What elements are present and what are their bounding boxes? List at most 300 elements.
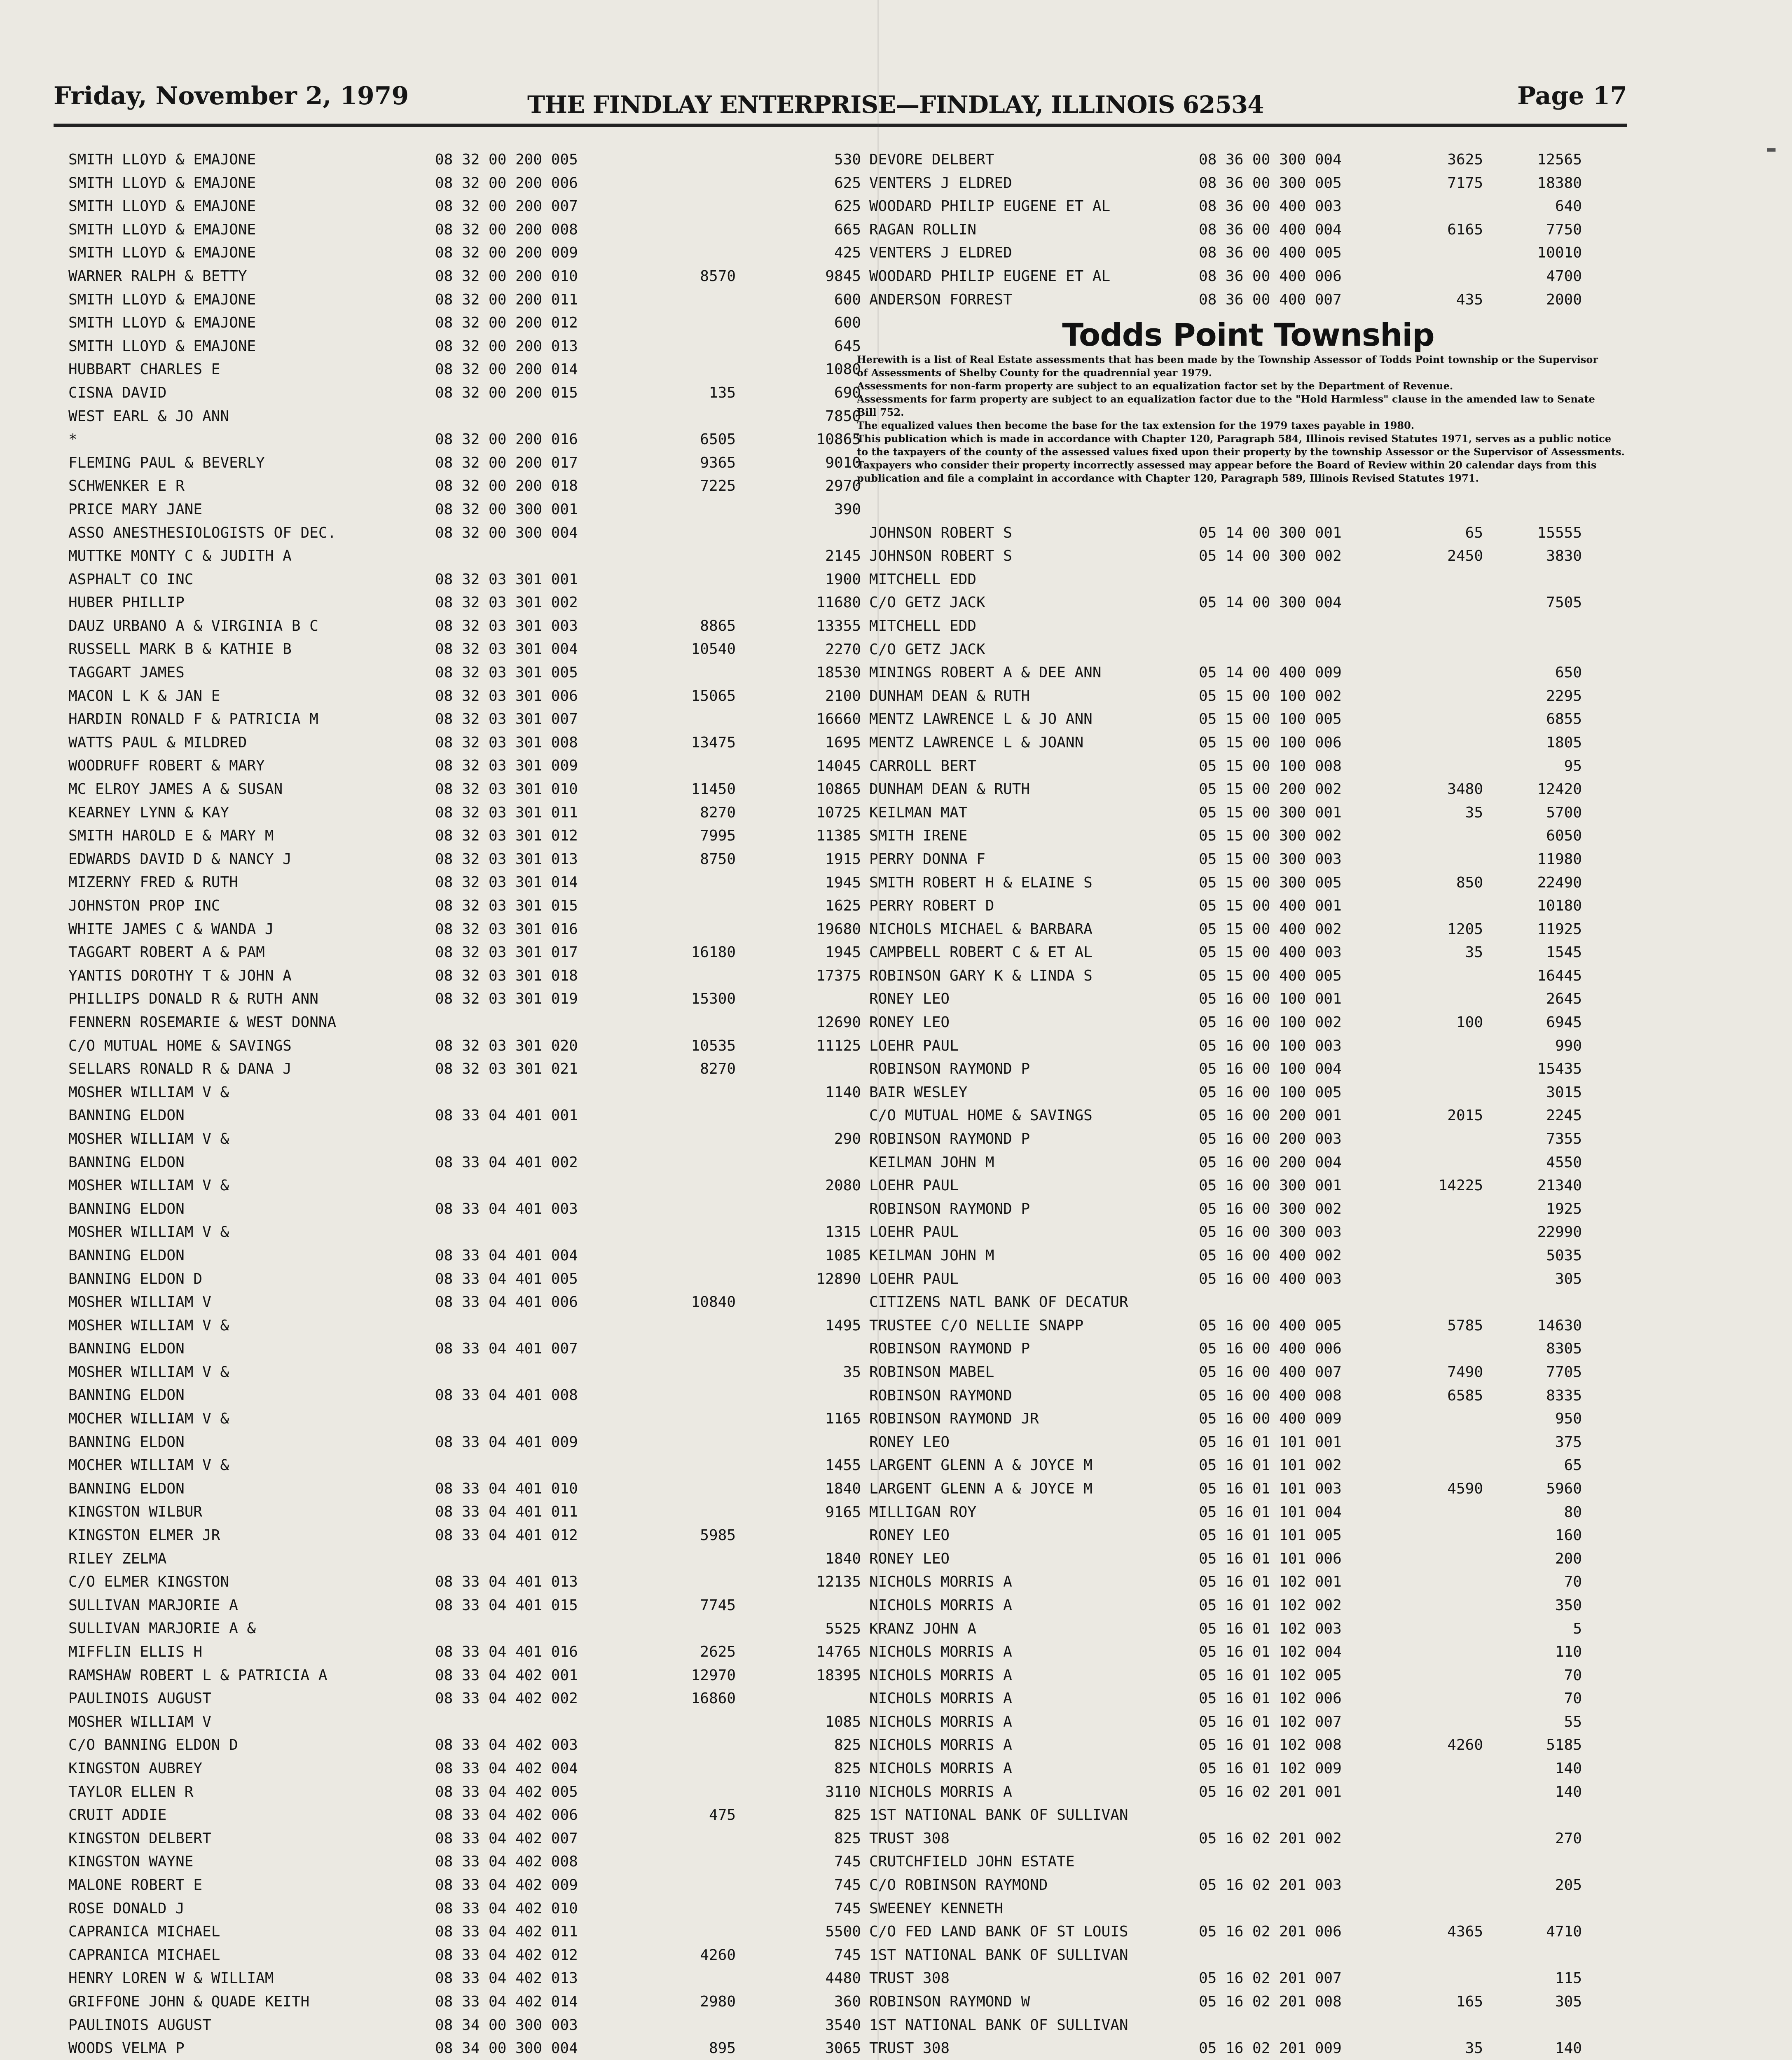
assessment-row [774,1641,1644,1664]
owner-name: NICHOLS MORRIS A [869,1643,1012,1661]
owner-name: TRUST 308 [869,1830,950,1847]
parcel-number: 08 32 00 200 006 [435,174,578,192]
owner-name: MITCHELL EDD [869,571,977,588]
assessment-row [774,241,1644,265]
assessment-row [774,1174,1644,1198]
notice-side-value: 7850 [825,407,861,425]
owner-name: CITIZENS NATL BANK OF DECATUR [869,1294,1128,1311]
parcel-number: 05 16 00 100 005 [1199,1084,1342,1101]
owner-name: SCHWENKER E R [68,478,185,495]
total-value: 65 [1564,1457,1582,1474]
parcel-number: 08 33 04 401 012 [435,1527,578,1544]
total-value: 15555 [1537,524,1582,541]
assessment-row [68,1524,818,1547]
total-value: 6855 [1546,711,1582,728]
parcel-number: 05 16 00 400 009 [1199,1410,1342,1428]
total-value: 7705 [1546,1363,1582,1381]
total-value: 110 [1555,1643,1582,1661]
parcel-number: 08 32 03 301 008 [435,734,578,751]
owner-name: C/O BANNING ELDON D [68,1737,238,1754]
land-value: 7490 [1447,1363,1483,1381]
carried-value: 4480 [825,1970,861,1987]
assessed-value: 2980 [700,1993,736,2010]
assessment-row [68,358,818,382]
owner-name: KEILMAN JOHN M [869,1247,994,1264]
owner-name: NICHOLS MORRIS A [869,1783,1012,1800]
notice-side-value: 9010 [825,454,861,471]
parcel-number: 08 32 03 301 018 [435,967,578,984]
assessment-row [774,964,1644,988]
assessment-row [774,1897,1644,1921]
owner-name: PAULINOIS AUGUST [68,1690,211,1707]
total-value: 990 [1555,1037,1582,1054]
township-notice [857,316,1640,485]
owner-name: LARGENT GLENN A & JOYCE M [869,1480,1093,1497]
parcel-number: 05 15 00 100 006 [1199,734,1342,751]
assessment-row [68,311,818,335]
owner-name: SMITH LLOYD & EMAJONE [68,314,256,332]
owner-name: JOHNSON ROBERT S [869,524,1012,541]
parcel-number: 08 32 03 301 009 [435,757,578,775]
total-value: 11980 [1537,850,1582,868]
total-value: 5700 [1546,804,1582,821]
parcel-number: 08 32 00 200 011 [435,291,578,308]
owner-name: RAMSHAW ROBERT L & PATRICIA A [68,1667,328,1684]
parcel-number: 08 36 00 400 007 [1199,291,1342,308]
total-value: 7750 [1546,221,1582,238]
owner-name: SMITH LLOYD & EMAJONE [68,198,256,215]
carried-value: 12690 [816,1014,861,1031]
assessment-row [68,941,818,964]
land-value: 1205 [1447,920,1483,938]
total-value: 70 [1564,1667,1582,1684]
total-value: 350 [1555,1596,1582,1614]
parcel-number: 05 14 00 300 002 [1199,548,1342,565]
parcel-number: 05 14 00 300 001 [1199,524,1342,541]
owner-name: RONEY LEO [869,1527,950,1544]
total-value: 10010 [1537,244,1582,262]
parcel-number: 08 33 04 402 007 [435,1830,578,1847]
assessment-row [774,1664,1644,1688]
owner-name: PRICE MARY JANE [68,501,203,518]
parcel-number: 05 15 00 400 003 [1199,944,1342,961]
carried-value: 1915 [825,850,861,868]
assessed-value: 7225 [700,478,736,495]
carried-value: 745 [834,1900,861,1917]
parcel-number: 05 16 01 102 006 [1199,1690,1342,1707]
notice-line: of Assessments of Shelby County for the quadrennial year 1979. [857,366,1212,379]
parcel-number: 08 32 03 301 001 [435,571,578,588]
carried-value: 1900 [825,571,861,588]
parcel-number: 08 33 04 401 010 [435,1480,578,1497]
assessment-row [774,1221,1644,1244]
parcel-number: 08 33 04 402 014 [435,1993,578,2010]
total-value: 3830 [1546,548,1582,565]
parcel-number: 05 15 00 300 002 [1199,827,1342,845]
owner-name: ROBINSON MABEL [869,1363,994,1381]
carried-value: 360 [834,1993,861,2010]
total-value: 5035 [1546,1247,1582,1264]
parcel-number: 08 33 04 401 013 [435,1573,578,1591]
owner-name: RONEY LEO [869,1550,950,1567]
owner-name: BANNING ELDON [68,1480,185,1497]
parcel-number: 08 32 03 301 004 [435,641,578,658]
carried-value: 745 [834,1853,861,1870]
owner-name: EDWARDS DAVID D & NANCY J [68,850,292,868]
land-value: 35 [1465,804,1483,821]
land-value: 165 [1456,1993,1483,2010]
assessment-row [68,2014,818,2037]
parcel-number: 05 16 01 101 003 [1199,1480,1342,1497]
parcel-number: 05 15 00 400 001 [1199,897,1342,915]
parcel-number: 08 32 00 200 010 [435,267,578,285]
carried-value: 19680 [816,920,861,938]
parcel-number: 08 32 03 301 002 [435,594,578,611]
parcel-number: 05 15 00 300 003 [1199,850,1342,868]
assessment-row [68,1151,818,1175]
assessment-row [68,382,818,405]
total-value: 11925 [1537,920,1582,938]
total-value: 3015 [1546,1084,1582,1101]
assessment-row [774,918,1644,941]
carried-value: 2100 [825,687,861,705]
assessment-row [68,964,818,988]
assessment-row [774,685,1644,708]
assessment-row [774,848,1644,871]
assessment-row [68,1990,818,2014]
carried-value: 17375 [816,967,861,984]
owner-name: CRUTCHFIELD JOHN ESTATE [869,1853,1075,1870]
parcel-number: 05 16 00 400 003 [1199,1270,1342,1288]
owner-name: WARNER RALPH & BETTY [68,267,247,285]
total-value: 5185 [1546,1737,1582,1754]
parcel-number: 08 32 00 200 018 [435,478,578,495]
parcel-number: 05 16 00 400 006 [1199,1340,1342,1358]
total-value: 5960 [1546,1480,1582,1497]
assessment-row [774,1524,1644,1547]
header-page-number: Page 17 [1517,82,1627,110]
carried-value: 1945 [825,944,861,961]
owner-name: WATTS PAUL & MILDRED [68,734,247,751]
carried-value: 35 [843,1363,861,1381]
owner-name: KINGSTON WAYNE [68,1853,194,1870]
owner-name: TRUSTEE C/O NELLIE SNAPP [869,1317,1084,1334]
owner-name: JOHNSTON PROP INC [68,897,220,914]
assessment-row [774,1594,1644,1618]
assessed-value: 10540 [691,641,736,658]
owner-name: MOCHER WILLIAM V & [68,1410,229,1428]
parcel-number: 08 32 00 200 008 [435,221,578,238]
assessment-row [68,1874,818,1897]
assessment-row [68,1268,818,1291]
assessment-row [68,1337,818,1361]
land-value: 6165 [1447,221,1483,238]
owner-name: HUBER PHILLIP [68,594,185,611]
carried-value: 745 [834,1946,861,1964]
land-value: 2450 [1447,548,1483,565]
header-date: Friday, November 2, 1979 [54,82,409,110]
owner-name: SELLARS RONALD R & DANA J [68,1060,292,1078]
notice-line: Taxpayers who consider their property incorrectly assessed may appear before the Board of Review within 20 calendar days from this [857,459,1597,471]
owner-name: BANNING ELDON [68,1340,185,1358]
owner-name: VENTERS J ELDRED [869,174,1012,192]
assessment-row [774,1734,1644,1757]
owner-name: LARGENT GLENN A & JOYCE M [869,1457,1093,1474]
assessment-row [68,288,818,312]
owner-name: SMITH HAROLD E & MARY M [68,827,274,845]
owner-name: DUNHAM DEAN & RUTH [869,781,1030,798]
right-assessment-column-bottom [774,522,1644,2060]
carried-value: 12135 [816,1573,861,1591]
assessment-row [68,1641,818,1664]
parcel-number: 08 32 03 301 003 [435,617,578,634]
parcel-number: 05 16 01 101 006 [1199,1550,1342,1567]
assessment-row [68,1221,818,1244]
parcel-number: 08 32 03 301 012 [435,827,578,845]
total-value: 80 [1564,1503,1582,1521]
assessment-row [774,545,1644,568]
assessment-row [774,288,1644,312]
assessment-row [774,941,1644,964]
parcel-number: 08 33 04 401 011 [435,1503,578,1521]
assessment-row [774,1384,1644,1408]
owner-name: CAPRANICA MICHAEL [68,1946,220,1964]
owner-name: NICHOLS MORRIS A [869,1573,1012,1591]
owner-name: CRUIT ADDIE [68,1807,167,1824]
owner-name: SMITH LLOYD & EMAJONE [68,291,256,308]
assessment-row [774,1268,1644,1291]
parcel-number: 05 16 00 300 001 [1199,1177,1342,1194]
assessed-value: 7995 [700,827,736,845]
parcel-number: 05 15 00 300 005 [1199,874,1342,891]
owner-name: KINGSTON WILBUR [68,1503,203,1521]
carried-value: 425 [834,244,861,262]
land-value: 7175 [1447,174,1483,192]
carried-value: 825 [834,1830,861,1847]
assessment-row [68,894,818,918]
assessed-value: 12970 [691,1667,736,1684]
carried-value: 625 [834,198,861,215]
assessed-value: 7745 [700,1596,736,1614]
parcel-number: 08 32 03 301 007 [435,711,578,728]
carried-value: 1165 [825,1410,861,1428]
owner-name: ROBINSON RAYMOND P [869,1060,1030,1078]
total-value: 205 [1555,1877,1582,1894]
assessment-row [774,1314,1644,1338]
assessment-row [68,1687,818,1711]
assessment-row [68,405,818,428]
notice-line: publication and file a complaint in accordance with Chapter 120, Paragraph 589, Illinois Revised Statutes 1971. [857,472,1479,484]
assessment-row [774,1711,1644,1734]
owner-name: MALONE ROBERT E [68,1876,203,1894]
parcel-number: 08 33 04 401 001 [435,1107,578,1124]
owner-name: C/O GETZ JACK [869,594,985,611]
parcel-number: 05 16 02 201 009 [1199,2040,1342,2057]
parcel-number: 08 33 04 401 003 [435,1200,578,1217]
parcel-number: 08 33 04 402 011 [435,1923,578,1941]
total-value: 1925 [1546,1200,1582,1217]
owner-name: C/O ROBINSON RAYMOND [869,1877,1048,1894]
assessment-row [68,1804,818,1827]
assessment-row [774,1804,1644,1827]
assessment-row [774,1477,1644,1501]
assessment-row [68,2037,818,2060]
carried-value: 1455 [825,1457,861,1474]
owner-name: MOSHER WILLIAM V & [68,1084,229,1101]
assessment-row [774,1990,1644,2014]
assessment-row [68,1664,818,1688]
assessment-row [774,1081,1644,1105]
parcel-number: 05 16 01 102 009 [1199,1760,1342,1777]
parcel-number: 08 32 00 200 007 [435,198,578,215]
owner-name: DAUZ URBANO A & VIRGINIA B C [68,617,318,634]
owner-name: GRIFFONE JOHN & QUADE KEITH [68,1993,310,2010]
total-value: 22990 [1537,1224,1582,1241]
parcel-number: 05 15 00 100 002 [1199,687,1342,705]
assessment-row [68,498,818,522]
assessment-row [68,218,818,242]
assessment-row [774,1920,1644,1944]
owner-name: BAIR WESLEY [869,1084,968,1101]
parcel-number: 05 16 00 400 002 [1199,1247,1342,1264]
carried-value: 3065 [825,2040,861,2057]
assessment-row [774,218,1644,242]
assessment-row [68,1104,818,1128]
total-value: 2245 [1546,1107,1582,1124]
carried-value: 1695 [825,734,861,751]
owner-name: MOSHER WILLIAM V & [68,1224,229,1241]
assessment-row [68,1081,818,1105]
assessed-value: 13475 [691,734,736,751]
parcel-number: 08 33 04 401 002 [435,1154,578,1171]
assessment-row [774,894,1644,918]
assessment-row [774,1035,1644,1058]
owner-name: DUNHAM DEAN & RUTH [869,687,1030,705]
assessment-row [774,801,1644,825]
carried-value: 1085 [825,1247,861,1264]
parcel-number: 08 32 03 301 005 [435,664,578,681]
assessed-value: 16180 [691,944,736,961]
owner-name: CISNA DAVID [68,384,167,401]
assessment-row [68,172,818,195]
assessment-row [774,1058,1644,1081]
parcel-number: 05 15 00 400 002 [1199,920,1342,938]
owner-name: C/O GETZ JACK [869,641,985,658]
owner-name: NICHOLS MORRIS A [869,1596,1012,1614]
total-value: 6945 [1546,1014,1582,1031]
parcel-number: 08 32 03 301 021 [435,1060,578,1078]
assessed-value: 4260 [700,1946,736,1964]
owner-name: KEARNEY LYNN & KAY [68,804,229,821]
parcel-number: 08 33 04 402 012 [435,1946,578,1964]
parcel-number: 05 16 01 101 004 [1199,1503,1342,1521]
assessment-row [68,1198,818,1221]
owner-name: CAMPBELL ROBERT C & ET AL [869,944,1093,961]
parcel-number: 08 32 00 200 015 [435,384,578,401]
parcel-number: 05 16 01 101 005 [1199,1527,1342,1544]
assessment-row [68,988,818,1011]
assessment-row [68,1407,818,1431]
assessment-row [774,1827,1644,1851]
assessment-row [774,1757,1644,1781]
assessment-row [68,522,818,545]
owner-name: KRANZ JOHN A [869,1620,977,1637]
owner-name: BANNING ELDON D [68,1270,203,1288]
parcel-number: 08 34 00 300 004 [435,2040,578,2057]
assessment-row [68,1920,818,1944]
total-value: 10180 [1537,897,1582,915]
total-value: 18380 [1537,174,1582,192]
parcel-number: 08 32 03 301 006 [435,687,578,705]
assessment-row [68,1734,818,1757]
assessment-row [774,638,1644,662]
total-value: 22490 [1537,874,1582,891]
parcel-number: 05 16 00 100 003 [1199,1037,1342,1054]
total-value: 115 [1555,1970,1582,1987]
assessment-row [774,1407,1644,1431]
assessment-row [68,241,818,265]
owner-name: ASPHALT CO INC [68,571,194,588]
parcel-number: 05 16 01 102 007 [1199,1713,1342,1730]
parcel-number: 05 16 02 201 007 [1199,1970,1342,1987]
carried-value: 10725 [816,804,861,821]
assessment-row [68,1011,818,1035]
owner-name: SMITH IRENE [869,827,968,845]
assessment-row [774,1944,1644,1967]
assessment-row [68,1291,818,1314]
owner-name: 1ST NATIONAL BANK OF SULLIVAN [869,2016,1128,2034]
total-value: 55 [1564,1713,1582,1730]
assessment-row [68,1454,818,1477]
owner-name: LOEHR PAUL [869,1177,959,1194]
assessment-row [774,661,1644,685]
total-value: 7505 [1546,594,1582,611]
owner-name: HUBBART CHARLES E [68,361,220,378]
owner-name: SULLIVAN MARJORIE A & [68,1620,256,1637]
assessment-row [68,871,818,894]
assessment-row [774,1687,1644,1711]
parcel-number: 05 14 00 300 004 [1199,594,1342,611]
assessment-row [68,335,818,358]
owner-name: LOEHR PAUL [869,1270,959,1288]
total-value: 640 [1555,198,1582,215]
assessment-row [774,731,1644,755]
total-value: 95 [1564,757,1582,775]
owner-name: MENTZ LAWRENCE L & JO ANN [869,711,1093,728]
land-value: 35 [1465,944,1483,961]
parcel-number: 08 33 04 402 013 [435,1970,578,1987]
header-rule [54,124,1627,127]
parcel-number: 08 36 00 400 005 [1199,244,1342,262]
carried-value: 10865 [816,781,861,798]
land-value: 3625 [1447,151,1483,168]
assessment-row [774,871,1644,895]
carried-value: 16660 [816,711,861,728]
owner-name: ROBINSON RAYMOND [869,1387,1012,1404]
assessment-row [68,1174,818,1198]
assessed-value: 11450 [691,781,736,798]
owner-name: MITCHELL EDD [869,617,977,634]
assessment-row [774,522,1644,545]
owner-name: MC ELROY JAMES A & SUSAN [68,781,283,798]
owner-name: MOSHER WILLIAM V & [68,1317,229,1334]
assessment-row [774,1244,1644,1268]
carried-value: 3540 [825,2016,861,2034]
notice-line: Assessments for non-farm property are subject to an equalization factor set by the Department of Revenue. [857,379,1453,392]
total-value: 2645 [1546,990,1582,1008]
total-value: 160 [1555,1527,1582,1544]
assessment-row [774,755,1644,778]
